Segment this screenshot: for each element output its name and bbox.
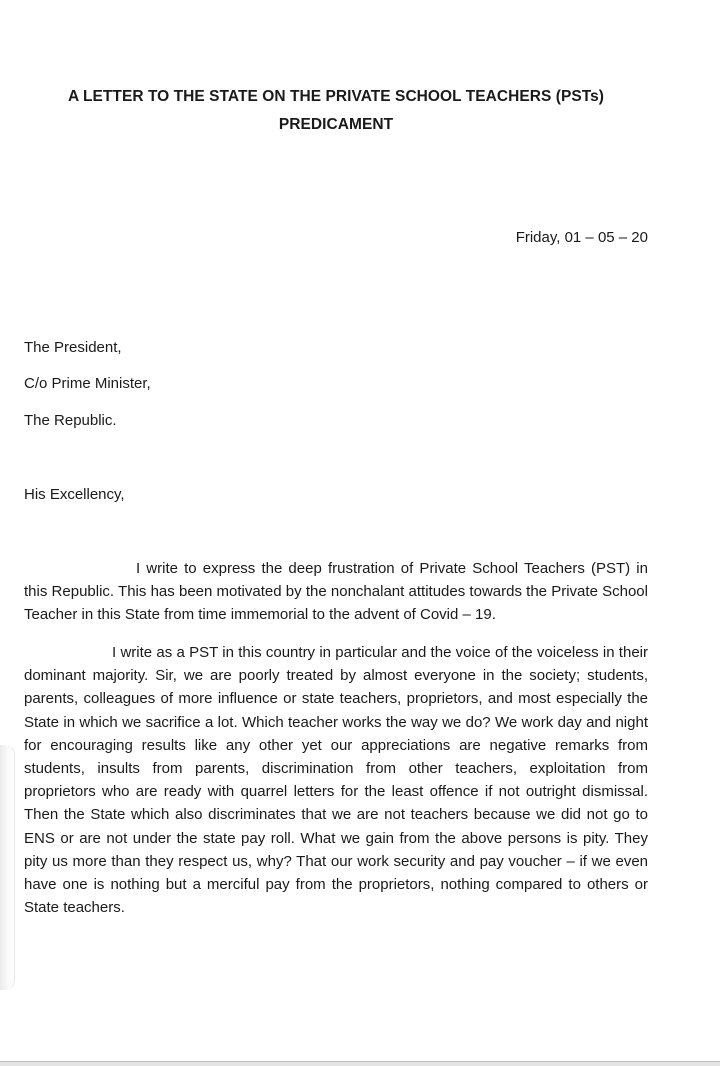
letter-date: Friday, 01 – 05 – 20 (515, 229, 648, 246)
address-line-1: The President, (24, 339, 122, 356)
salutation: His Excellency, (24, 486, 125, 503)
letter-title-line-2: PREDICAMENT (278, 116, 394, 133)
page-bottom-edge (0, 1061, 720, 1066)
letter-title-line-1: A LETTER TO THE STATE ON THE PRIVATE SCHOOL TEACHERS (PSTs) (67, 88, 604, 105)
body-paragraph-1: I write to express the deep frustration of Private School Teachers (PST) in this Republic. This has been motivated by the nonchalant attitudes towards the Private School Teacher in this State from time immemorial to the advent of Covid – 19. (24, 560, 648, 624)
body-paragraph-2: I write as a PST in this country in particular and the voice of the voiceless in their dominant majority. Sir, we are poorly treated by almost everyone in the society; students, parents, colleagues of more influence or state teachers, proprietors, and most especially the State in which we sacrifice a lot. Which teacher works the way we do? We work day and night for encouraging results like any other yet our appreciations are negative remarks from students, insults from parents, discrimination from other teachers, exploitation from proprietors who are ready with quarrel letters for the least offence if not outright dismissal. Then the State which also discriminates that we are not teachers because we did not go to ENS or are not under the state pay roll. What we gain from the above persons is pity. They pity us more than they respect us, why? That our work security and pay voucher – if we even have one is nothing but a merciful pay from the proprietors, nothing compared to others or State teachers. (24, 644, 648, 917)
address-line-2: C/o Prime Minister, (24, 375, 151, 392)
page-edge-shadow (0, 745, 15, 990)
address-line-3: The Republic. (24, 412, 117, 429)
